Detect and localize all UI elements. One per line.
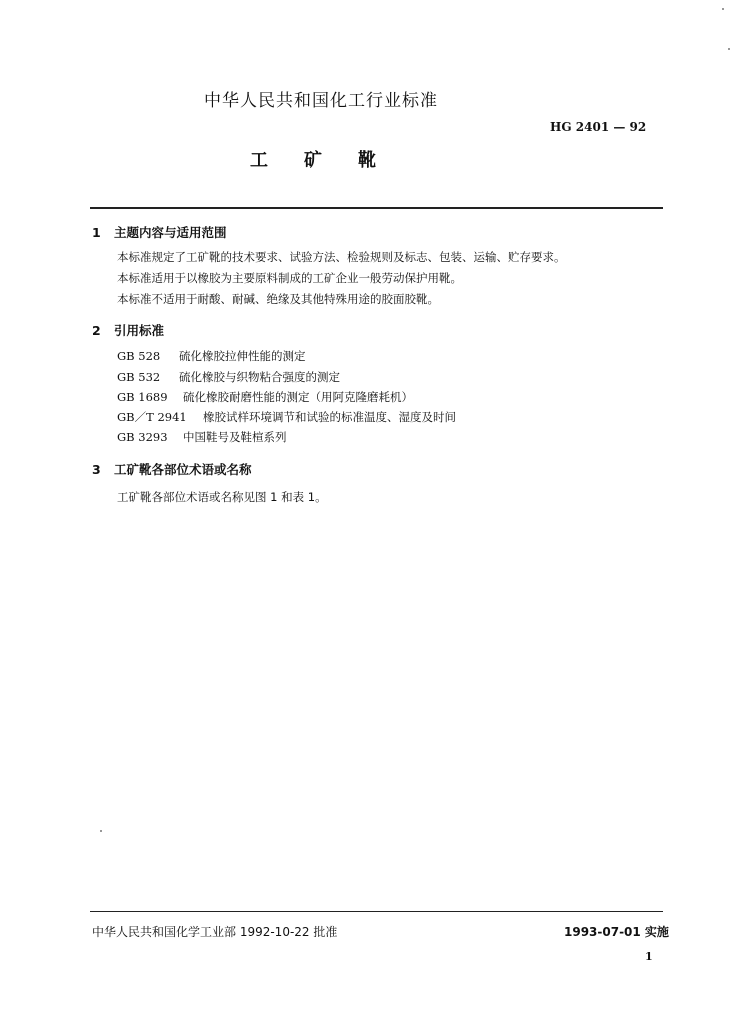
section-1-paragraph: 本标准不适用于耐酸、耐碱、绝缘及其他特殊用途的胶面胶靴。 <box>117 292 439 306</box>
reference-code: GB 3293 <box>117 430 168 444</box>
reference-item <box>117 389 413 405</box>
approval-date: 中华人民共和国化学工业部 1992-10-22 批准 <box>92 925 338 939</box>
footer-divider <box>90 911 663 912</box>
reference-title: 硫化橡胶拉伸性能的测定 <box>179 349 306 363</box>
issuing-organization: 中华人民共和国化工行业标准 <box>204 91 438 111</box>
section-number: 2 <box>92 323 101 338</box>
page-number: 1 <box>645 950 653 963</box>
scan-speck <box>100 830 102 832</box>
section-1-paragraph: 本标准规定了工矿靴的技术要求、试验方法、检验规则及标志、包装、运输、贮存要求。 <box>117 250 566 264</box>
title-char-1: 工 <box>250 150 268 171</box>
scan-speck <box>722 8 724 10</box>
reference-title: 硫化橡胶耐磨性能的测定（用阿克隆磨耗机） <box>183 390 413 404</box>
section-title: 主题内容与适用范围 <box>114 225 227 240</box>
section-2-heading <box>92 321 164 339</box>
reference-code: GB 1689 <box>117 390 168 404</box>
reference-title: 硫化橡胶与织物粘合强度的测定 <box>179 370 340 384</box>
reference-item <box>117 429 287 445</box>
document-title <box>250 146 390 172</box>
title-char-2: 矿 <box>304 150 322 171</box>
section-1-paragraph: 本标准适用于以橡胶为主要原料制成的工矿企业一般劳动保护用靴。 <box>117 271 462 285</box>
section-3-paragraph: 工矿靴各部位术语或名称见图 1 和表 1。 <box>117 490 327 504</box>
reference-code: GB 528 <box>117 349 161 363</box>
effective-date: 1993-07-01 实施 <box>564 925 669 939</box>
reference-code: GB 532 <box>117 370 161 384</box>
section-number: 1 <box>92 225 101 240</box>
reference-item <box>117 348 306 364</box>
title-char-3: 靴 <box>358 150 376 171</box>
section-3-heading <box>92 460 252 478</box>
reference-title: 橡胶试样环境调节和试验的标准温度、湿度及时间 <box>203 410 456 424</box>
reference-code: GB／T 2941 <box>117 410 187 424</box>
scan-speck <box>728 48 730 50</box>
header-divider <box>90 207 663 209</box>
reference-item <box>117 369 340 385</box>
section-title: 工矿靴各部位术语或名称 <box>114 462 252 477</box>
standard-number: HG 2401 — 92 <box>550 120 647 134</box>
section-1-heading <box>92 223 227 241</box>
reference-title: 中国鞋号及鞋楦系列 <box>183 430 287 444</box>
reference-item <box>117 409 456 425</box>
section-number: 3 <box>92 462 101 477</box>
section-title: 引用标准 <box>114 323 165 338</box>
